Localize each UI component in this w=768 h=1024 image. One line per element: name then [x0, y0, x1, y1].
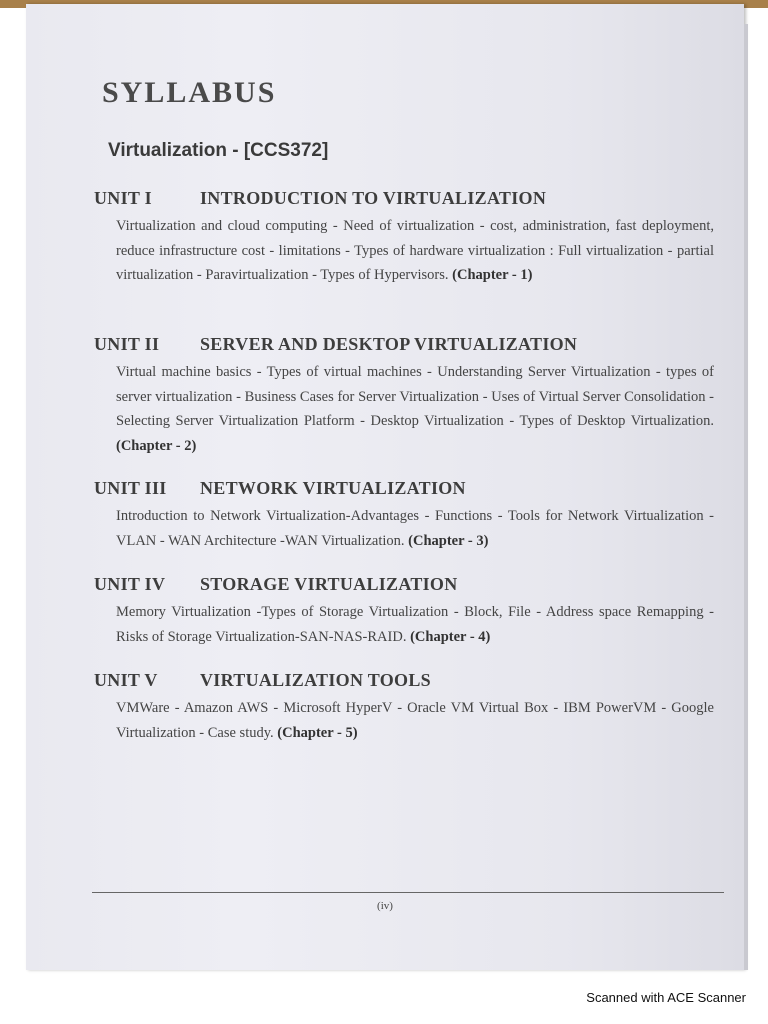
page-title: SYLLABUS — [102, 76, 277, 109]
footer-rule — [92, 892, 724, 893]
chapter-reference: (Chapter - 2) — [116, 437, 197, 454]
unit-title: STORAGE VIRTUALIZATION — [200, 574, 458, 594]
unit-section — [94, 334, 714, 458]
chapter-reference: (Chapter - 4) — [410, 628, 491, 645]
unit-section — [94, 574, 714, 649]
chapter-reference: (Chapter - 1) — [452, 267, 533, 283]
chapter-reference: (Chapter - 5) — [277, 724, 358, 741]
unit-heading — [94, 188, 714, 214]
unit-title: VIRTUALIZATION TOOLS — [200, 670, 431, 690]
page-edge — [744, 24, 748, 970]
unit-text: Introduction to Network Virtualization-Advantages - Functions - Tools for Network Virtualization - VLAN - WAN Architecture -WAN Virtualization. — [116, 508, 714, 549]
scanner-watermark: Scanned with ACE Scanner — [586, 990, 746, 1005]
unit-label: UNIT V — [94, 670, 158, 690]
unit-heading — [94, 334, 714, 360]
unit-label: UNIT III — [94, 478, 167, 498]
unit-section — [94, 670, 714, 745]
unit-heading — [94, 574, 714, 600]
unit-description — [94, 600, 714, 649]
course-subject: Virtualization - [CCS372] — [108, 140, 329, 161]
unit-section — [94, 478, 714, 553]
unit-text: Virtual machine basics - Types of virtual machines - Understanding Server Virtualization - types of server virtualization - Business Cases for Server Virtualization - Uses of Virtual Server Consolidation - Selecting Server Virtualization Platform - Desktop Virtualization - Types of Desktop Virtualization. — [116, 364, 714, 429]
page-number: (iv) — [377, 900, 393, 912]
unit-text: Memory Virtualization -Types of Storage Virtualization - Block, File - Address space Remapping - Risks of Storage Virtualization-SAN-NAS-RAID. — [116, 604, 714, 645]
document-page — [26, 4, 744, 970]
unit-label: UNIT I — [94, 188, 152, 208]
unit-label: UNIT IV — [94, 574, 166, 594]
unit-text: Virtualization and cloud computing - Need of virtualization - cost, administration, fast deployment, reduce infrastructure cost - limitations - Types of hardware virtualization : Full virtualization - partial virtualization - Paravirtualization - Types of Hypervisors. — [116, 218, 714, 283]
unit-title: NETWORK VIRTUALIZATION — [200, 478, 466, 498]
unit-description — [94, 214, 714, 288]
unit-heading — [94, 478, 714, 504]
unit-label: UNIT II — [94, 334, 160, 354]
unit-text: VMWare - Amazon AWS - Microsoft HyperV - Oracle VM Virtual Box - IBM PowerVM - Google Virtualization - Case study. — [116, 700, 714, 741]
unit-description — [94, 360, 714, 458]
chapter-reference: (Chapter - 3) — [408, 532, 489, 549]
unit-title: SERVER AND DESKTOP VIRTUALIZATION — [200, 334, 578, 354]
unit-title: INTRODUCTION TO VIRTUALIZATION — [200, 188, 547, 208]
unit-description — [94, 504, 714, 553]
unit-description — [94, 696, 714, 745]
unit-section — [94, 188, 714, 288]
unit-heading — [94, 670, 714, 696]
